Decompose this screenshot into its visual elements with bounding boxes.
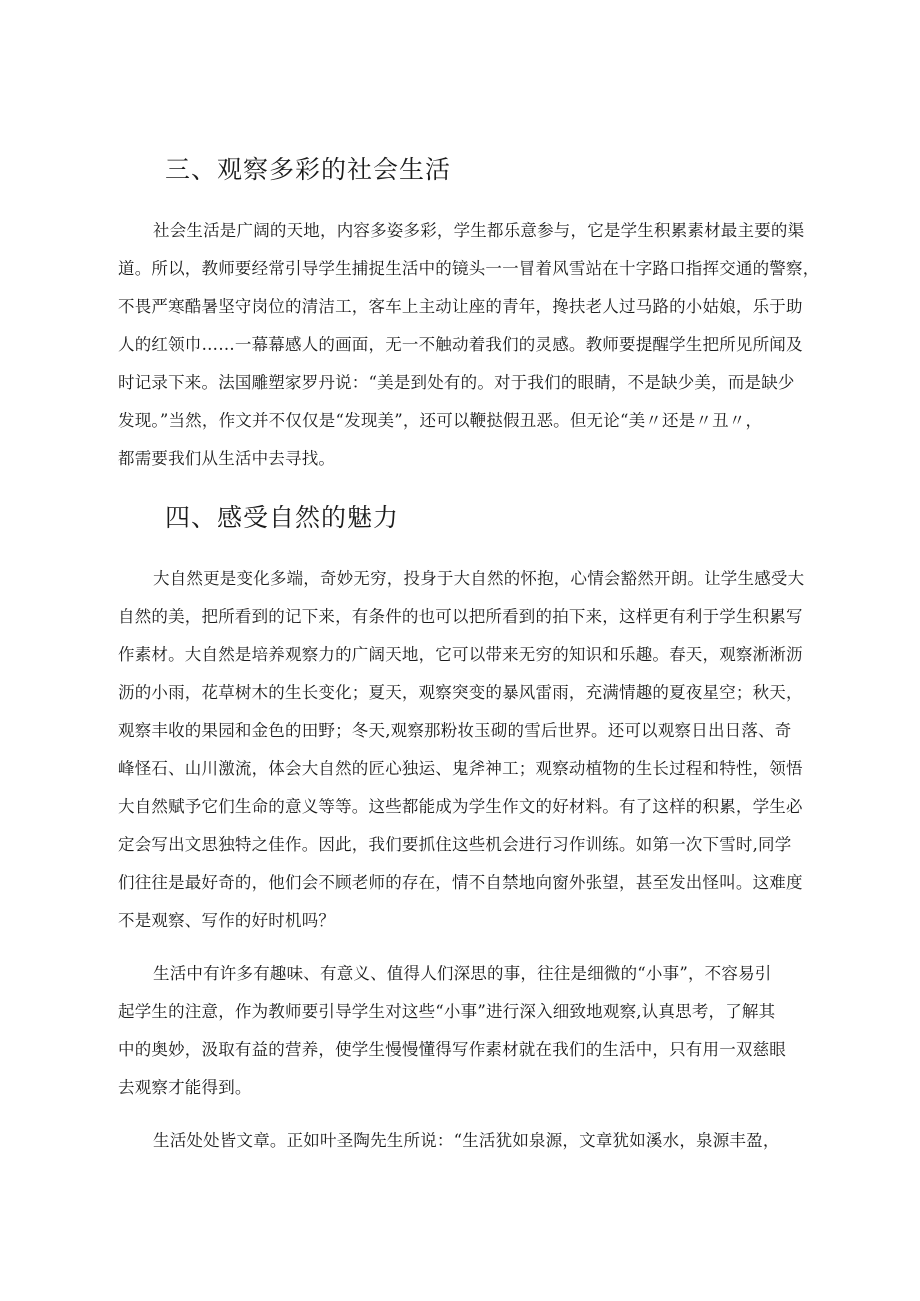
paragraph-line: 生活中有许多有趣味、有意义、值得人们深思的事，往往是细微的“小事”，不容易引 [153, 964, 772, 983]
paragraph-line: 社会生活是广阔的天地，内容多姿多彩，学生都乐意参与，它是学生积累素材最主要的渠 [153, 221, 805, 240]
section-heading-3: 三、观察多彩的社会生活 [165, 155, 452, 184]
paragraph-line: 生活处处皆文章。正如叶圣陶先生所说：“生活犹如泉源，文章犹如溪水，泉源丰盈， [153, 1131, 780, 1150]
paragraph-line: 不畏严寒酷暑坚守岗位的清洁工，客车上主动让座的青年，搀扶老人过马路的小姑娘，乐于助 [118, 297, 803, 316]
paragraph-line: 峰怪石、山川激流，体会大自然的匠心独运、鬼斧神工；观察动植物的生长过程和特性，领悟 [118, 759, 803, 778]
paragraph-line: 都需要我们从生活中去寻找。 [118, 449, 336, 468]
paragraph-line: 去观察才能得到。 [118, 1078, 252, 1097]
paragraph-line: 大自然更是变化多端，奇妙无穷，投身于大自然的怀抱，心情会豁然开朗。让学生感受大 [153, 569, 805, 588]
paragraph-line: 发现。”当然，作文并不仅仅是“发现美”，还可以鞭挞假丑恶。但无论“美〃还是〃丑〃， [118, 411, 763, 430]
paragraph-line: 起学生的注意，作为教师要引导学生对这些“小事”进行深入细致地观察,认真思考，了解其 [118, 1002, 776, 1021]
paragraph-line: 中的奥妙，汲取有益的营养，使学生慢慢懂得写作素材就在我们的生活中，只有用一双慈眼 [118, 1040, 786, 1059]
paragraph-line: 时记录下来。法国雕塑家罗丹说：“美是到处有的。对于我们的眼睛，不是缺少美，而是缺少 [118, 373, 795, 392]
paragraph-line: 人的红领巾……一幕幕感人的画面，无一不触动着我们的灵感。教师要提醒学生把所见所闻及 [118, 335, 803, 354]
paragraph-line: 沥的小雨，花草树木的生长变化；夏天，观察突变的暴风雷雨，充满情趣的夏夜星空；秋天， [118, 683, 803, 702]
paragraph-line: 自然的美，把所看到的记下来，有条件的也可以把所看到的拍下来，这样更有利于学生积累写 [118, 607, 803, 626]
paragraph-line: 不是观察、写作的好时机吗？ [118, 911, 336, 930]
paragraph-line: 作素材。大自然是培养观察力的广阔天地，它可以带来无穷的知识和乐趣。春天，观察淅淅沥 [118, 645, 803, 664]
paragraph-line: 定会写出文思独特之佳作。因此，我们要抓住这些机会进行习作训练。如第一次下雪时,同学 [118, 835, 792, 854]
paragraph-line: 们往往是最好奇的，他们会不顾老师的存在，情不自禁地向窗外张望，甚至发出怪叫。这难度 [118, 873, 803, 892]
section-heading-4: 四、感受自然的魅力 [165, 503, 400, 532]
paragraph-line: 大自然赋予它们生命的意义等等。这些都能成为学生作文的好材料。有了这样的积累，学生必 [118, 797, 803, 816]
paragraph-line: 道。所以，教师要经常引导学生捕捉生活中的镜头一一冒着风雪站在十字路口指挥交通的警察， [118, 259, 820, 278]
paragraph-line: 观察丰收的果园和金色的田野；冬天,观察那粉妆玉砌的雪后世界。还可以观察日出日落、奇 [118, 721, 792, 740]
